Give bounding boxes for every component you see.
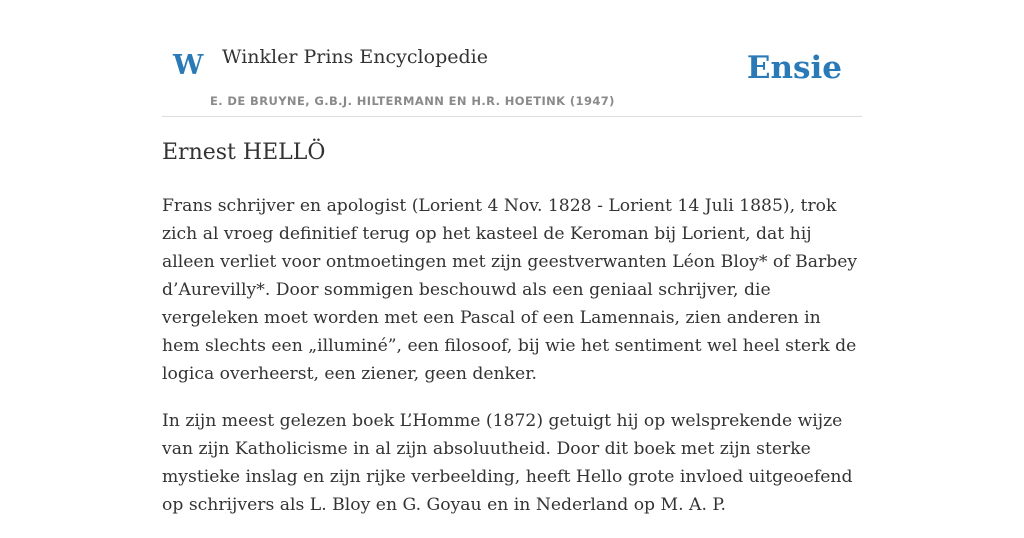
ensie-brand-logo[interactable]: Ensie (746, 50, 842, 86)
site-subtitle: E. DE BRUYNE, G.B.J. HILTERMANN EN H.R. HOETINK (1947) (210, 94, 615, 108)
article-title: Ernest HELLÖ (162, 140, 326, 165)
page-container (162, 0, 862, 515)
article-paragraph: In zijn meest gelezen boek L’Homme (1872) getuigt hij op welsprekende wijze van zijn Katholicisme in al zijn absoluutheid. Door dit boek met zijn sterke mystieke inslag en zijn rijke verbeelding, heeft Hello grote invloed uitgeoefend op schrijvers als L. Bloy en G. Goyau en in Nederland op M. A. P. (162, 411, 853, 515)
site-header (162, 0, 862, 117)
article-paragraph: Frans schrijver en apologist (Lorient 4 Nov. 1828 - Lorient 14 Juli 1885), trok zich al vroeg definitief terug op het kasteel de Keroman bij Lorient, dat hij alleen verliet voor ontmoetingen met zijn geestverwanten Léon Bloy* of Barbey d’Aurevilly*. Door sommigen beschouwd als een geniaal schrijver, die vergeleken moet worden met een Pascal of een Lamennais, zien anderen in hem slechts een „illuminé”, een filosoof, bij wie het sentiment wel heel sterk de logica overheerst, een ziener, geen denker. (162, 196, 858, 384)
site-title[interactable]: Winkler Prins Encyclopedie (222, 46, 488, 68)
winkler-prins-logo[interactable]: W (173, 50, 204, 81)
article-body (162, 192, 862, 538)
